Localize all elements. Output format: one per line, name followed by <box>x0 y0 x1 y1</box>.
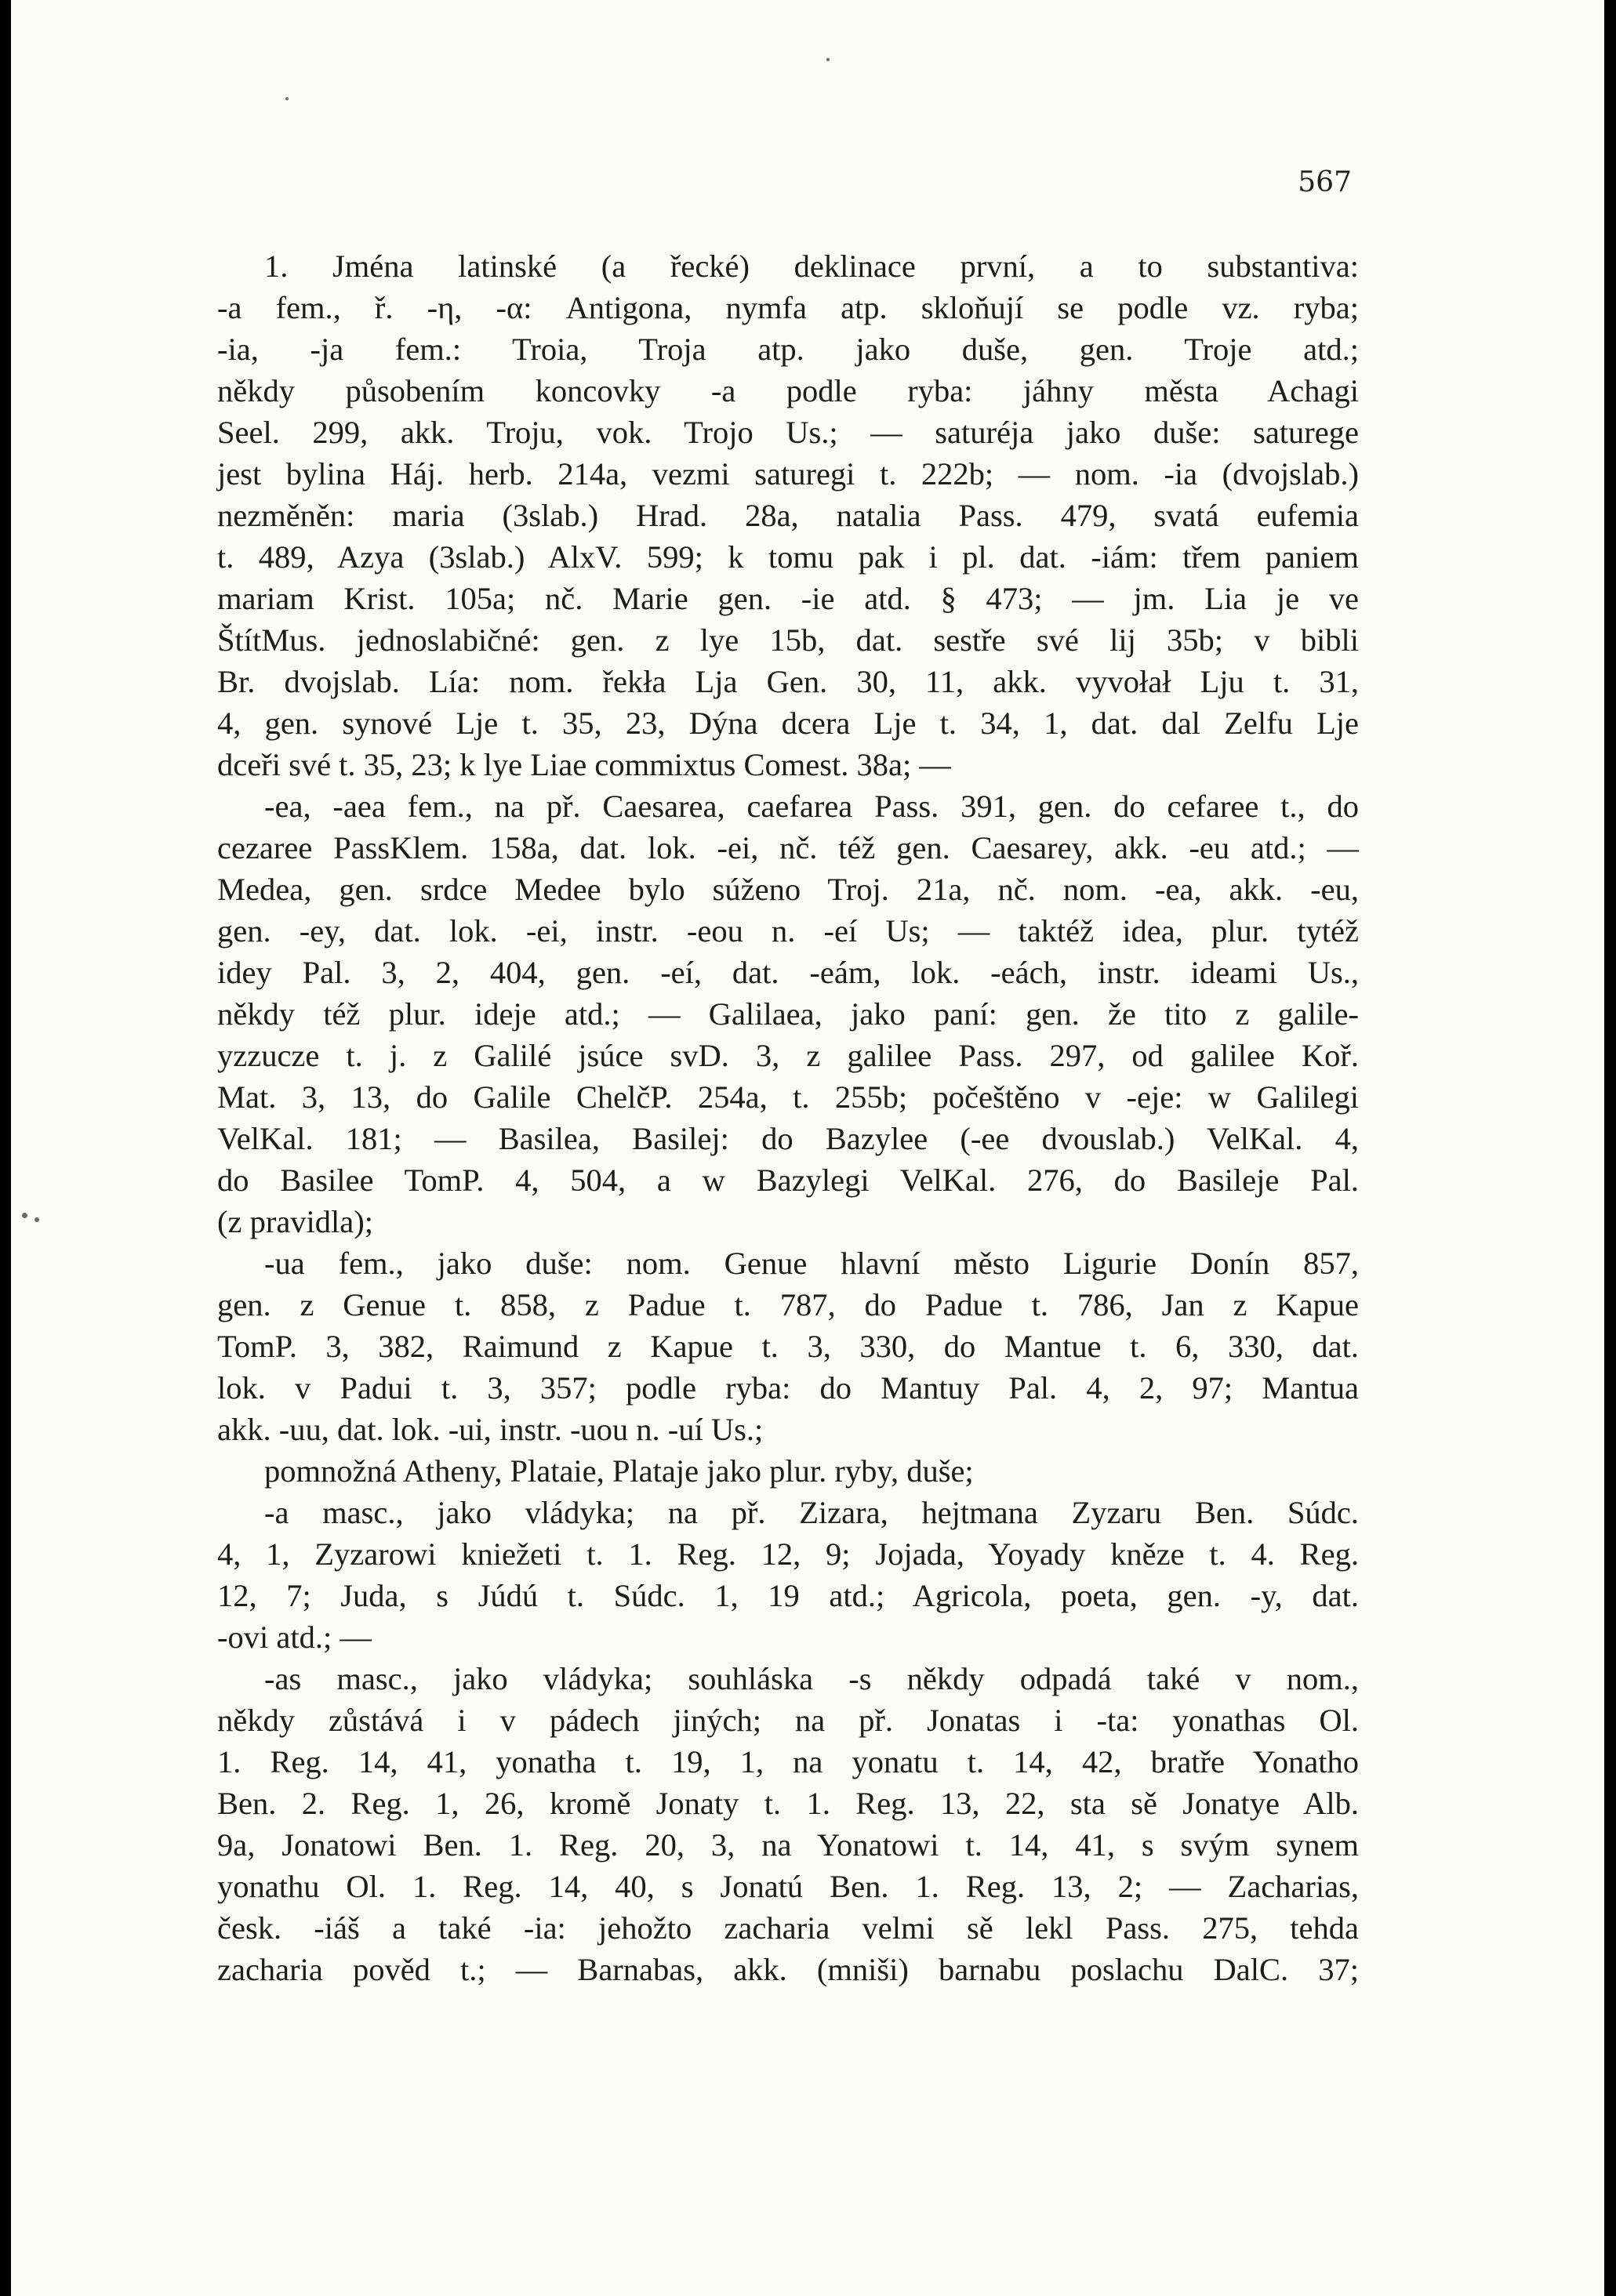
text-line: Br. dvojslab. Lía: nom. řekła Lja Gen. 30, 11, akk. vyvołał Lju t. 31, <box>217 664 1359 699</box>
text-line: -a masc., jako vládyka; na př. Zizara, hejtmana Zyzaru Ben. Súdc. <box>264 1495 1359 1530</box>
text-line: (z pravidla); <box>217 1204 374 1239</box>
text-line: někdy působením koncovky -a podle ryba: jáhny města Achagi <box>217 373 1359 408</box>
margin-speck <box>285 97 289 100</box>
margin-speck <box>22 1213 27 1218</box>
text-line: zacharia pověd t.; — Barnabas, akk. (mniši) barnabu poslachu DalC. 37; <box>217 1952 1359 1987</box>
text-line: TomP. 3, 382, Raimund z Kapue t. 3, 330, do Mantue t. 6, 330, dat. <box>217 1329 1359 1364</box>
text-line: 1. Jména latinské (a řecké) deklinace první, a to substantiva: <box>264 248 1359 284</box>
text-line: yzzucze t. j. z Galilé jsúce svD. 3, z galilee Pass. 297, od galilee Koř. <box>217 1038 1359 1073</box>
text-line: gen. z Genue t. 858, z Padue t. 787, do Padue t. 786, Jan z Kapue <box>217 1287 1359 1322</box>
margin-speck <box>826 58 830 61</box>
text-line: 4, 1, Zyzarowi kniežeti t. 1. Reg. 12, 9; Jojada, Yoyady kněze t. 4. Reg. <box>217 1536 1359 1572</box>
text-line: lok. v Padui t. 3, 357; podle ryba: do Mantuy Pal. 4, 2, 97; Mantua <box>217 1370 1359 1406</box>
text-line: VelKal. 181; — Basilea, Basilej: do Bazylee (-ee dvouslab.) VelKal. 4, <box>217 1121 1359 1156</box>
page-number: 567 <box>1298 166 1352 198</box>
text-line: Medea, gen. srdce Medee bylo súženo Troj. 21a, nč. nom. -ea, akk. -eu, <box>217 872 1359 907</box>
text-line: 4, gen. synové Lje t. 35, 23, Dýna dcera Lje t. 34, 1, dat. dal Zelfu Lje <box>217 705 1359 741</box>
text-line: -ia, -ja fem.: Troia, Troja atp. jako duše, gen. Troje atd.; <box>217 332 1359 367</box>
text-line: t. 489, Azya (3slab.) AlxV. 599; k tomu pak i pl. dat. -iám: třem paniem <box>217 539 1359 575</box>
text-line: cezaree PassKlem. 158a, dat. lok. -ei, nč. též gen. Caesarey, akk. -eu atd.; — <box>217 830 1359 865</box>
book-page <box>11 0 1604 2296</box>
text-line: někdy zůstává i v pádech jiných; na př. Jonatas i -ta: yonathas Ol. <box>217 1703 1359 1738</box>
text-line: gen. -ey, dat. lok. -ei, instr. -eou n. -eí Us; — taktéž idea, plur. tytéž <box>217 913 1359 949</box>
text-line: 9a, Jonatowi Ben. 1. Reg. 20, 3, na Yonatowi t. 14, 41, s svým synem <box>217 1827 1359 1863</box>
body-text <box>217 245 1359 1990</box>
text-line: 1. Reg. 14, 41, yonatha t. 19, 1, na yonatu t. 14, 42, bratře Yonatho <box>217 1744 1359 1779</box>
text-line: -as masc., jako vládyka; souhláska -s někdy odpadá také v nom., <box>264 1661 1359 1696</box>
text-line: jest bylina Háj. herb. 214a, vezmi saturegi t. 222b; — nom. -ia (dvojslab.) <box>217 456 1359 491</box>
text-line: Ben. 2. Reg. 1, 26, kromě Jonaty t. 1. Reg. 13, 22, sta sě Jonatye Alb. <box>217 1786 1359 1821</box>
text-line: někdy též plur. ideje atd.; — Galilaea, jako paní: gen. že tito z galile- <box>217 996 1359 1032</box>
margin-speck <box>34 1217 39 1222</box>
text-line: nezměněn: maria (3slab.) Hrad. 28a, natalia Pass. 479, svatá eufemia <box>217 498 1359 533</box>
text-line: česk. -iáš a také -ia: jehožto zacharia velmi sě lekl Pass. 275, tehda <box>217 1910 1359 1946</box>
text-line: -ua fem., jako duše: nom. Genue hlavní město Ligurie Donín 857, <box>264 1246 1359 1281</box>
text-line: akk. -uu, dat. lok. -ui, instr. -uou n. -uí Us.; <box>217 1412 764 1447</box>
text-line: dceři své t. 35, 23; k lye Liae commixtus Comest. 38a; — <box>217 747 951 782</box>
text-line: -a fem., ř. -η, -α: Antigona, nymfa atp. skloňují se podle vz. ryba; <box>217 290 1359 325</box>
text-line: Seel. 299, akk. Troju, vok. Trojo Us.; — saturéja jako duše: saturege <box>217 415 1359 450</box>
text-line: -ea, -aea fem., na př. Caesarea, caefarea Pass. 391, gen. do cefaree t., do <box>264 789 1359 824</box>
text-line: -ovi atd.; — <box>217 1620 372 1655</box>
text-line: mariam Krist. 105a; nč. Marie gen. -ie atd. § 473; — jm. Lia je ve <box>217 581 1359 616</box>
text-line: ŠtítMus. jednoslabičné: gen. z lye 15b, dat. sestře své lij 35b; v bibli <box>217 622 1359 658</box>
text-line: idey Pal. 3, 2, 404, gen. -eí, dat. -eám, lok. -eách, instr. ideami Us., <box>217 955 1359 990</box>
text-line: do Basilee TomP. 4, 504, a w Bazylegi VelKal. 276, do Basileje Pal. <box>217 1163 1359 1198</box>
text-line: 12, 7; Juda, s Júdú t. Súdc. 1, 19 atd.; Agricola, poeta, gen. -y, dat. <box>217 1578 1359 1613</box>
text-line: Mat. 3, 13, do Galile ChelčP. 254a, t. 255b; počeštěno v -eje: w Galilegi <box>217 1079 1359 1115</box>
text-line: yonathu Ol. 1. Reg. 14, 40, s Jonatú Ben. 1. Reg. 13, 2; — Zacharias, <box>217 1869 1359 1904</box>
text-line: pomnožná Atheny, Plataie, Plataje jako plur. ryby, duše; <box>264 1453 974 1489</box>
